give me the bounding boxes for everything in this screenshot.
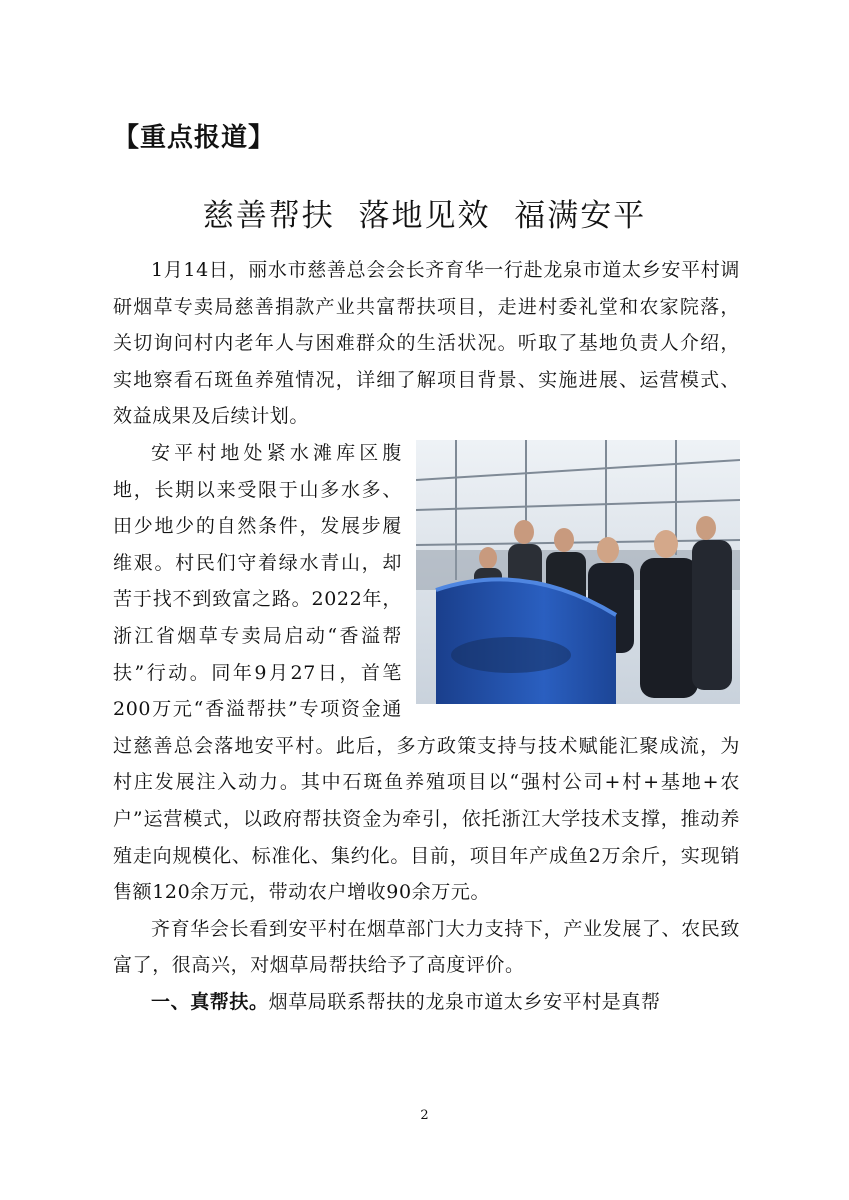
paragraph-2-text: 安平村地处紧水滩库区腹地，长期以来受限于山多水多、田少地少的自然条件，发展步履维艰。村民们守着绿水青山，却苦于找不到致富之路。2022年，浙江省烟草专卖局启动“香溢帮扶”行动。同年9月27日，首笔200万元“香溢帮扶”专项资金通过慈善总会落地安平村。此后，多方政策支持与技术赋能汇聚成流，为村庄发展注入动力。其中石斑鱼养殖项目以“强村公司+村+基地+农户”运营模式，以政府帮扶资金为牵引，依托浙江大学技术支撑，推动养殖走向规模化、标准化、集约化。目前，项目年产成鱼2万余斤，实现销售额120余万元，带动农户增收90余万元。 (113, 441, 740, 904)
paragraph-2 (113, 435, 740, 911)
paragraph-4-text: 烟草局联系帮扶的龙泉市道太乡安平村是真帮 (268, 990, 661, 1013)
paragraph-4 (113, 984, 740, 1021)
paragraph-3: 齐育华会长看到安平村在烟草部门大力支持下，产业发展了、农民致富了，很高兴，对烟草局帮扶给予了高度评价。 (113, 917, 740, 977)
article-title: 慈善帮扶 落地见效 福满安平 (202, 198, 647, 234)
section-tag: 【重点报道】 (113, 123, 276, 153)
inspection-photo (416, 440, 740, 704)
greenhouse-fish-tank-image (416, 440, 740, 704)
paragraph-1: 1月14日，丽水市慈善总会会长齐育华一行赴龙泉市道太乡安平村调研烟草专卖局慈善捐款产业共富帮扶项目，走进村委礼堂和农家院落，关切询问村内老年人与困难群众的生活状况。听取了基地负责人介绍，实地察看石斑鱼养殖情况，详细了解项目背景、实施进展、运营模式、效益成果及后续计划。 (113, 259, 740, 428)
page-number: 2 (420, 1108, 429, 1123)
paragraph-4-heading: 一、真帮扶。 (151, 990, 269, 1013)
article-body (113, 252, 740, 1020)
